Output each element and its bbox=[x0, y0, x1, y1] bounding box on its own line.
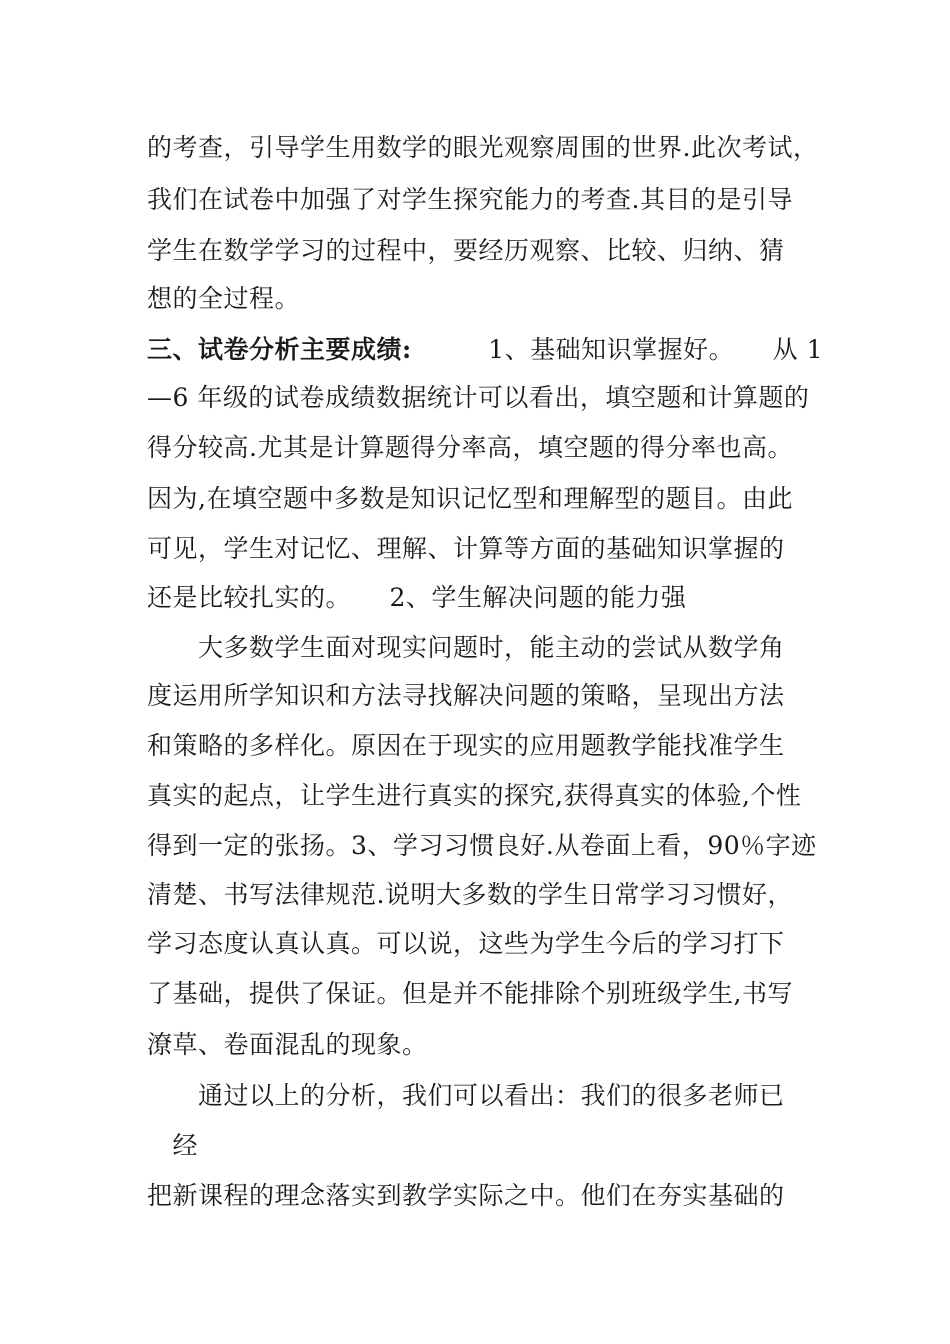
text-line-15: 得到一定的张扬。3、学习习惯良好.从卷面上看，90％字迹 bbox=[147, 831, 817, 860]
text-line-20: 通过以上的分析，我们可以看出：我们的很多老师已 bbox=[147, 1081, 785, 1110]
text-line-11: 大多数学生面对现实问题时，能主动的尝试从数学角 bbox=[147, 633, 785, 662]
text-line-22: 把新课程的理念落实到教学实际之中。他们在夯实基础的 bbox=[147, 1181, 785, 1210]
text-line-10: 还是比较扎实的。 2、学生解决问题的能力强 bbox=[147, 583, 687, 612]
text-line-14: 真实的起点，让学生进行真实的探究,获得真实的体验,个性 bbox=[147, 781, 802, 810]
text-line-8: 因为,在填空题中多数是知识记忆型和理解型的题目。由此 bbox=[147, 484, 793, 513]
text-line-9: 可见，学生对记忆、理解、计算等方面的基础知识掌握的 bbox=[147, 534, 785, 563]
text-line-6: —6 年级的试卷成绩数据统计可以看出，填空题和计算题的 bbox=[147, 383, 810, 412]
text-line-7: 得分较高.尤其是计算题得分率高，填空题的得分率也高。 bbox=[147, 433, 793, 462]
text-line-21: 经 bbox=[147, 1131, 199, 1160]
text-line-17: 学习态度认真认真。可以说，这些为学生今后的学习打下 bbox=[147, 929, 785, 958]
section-heading: 三、试卷分析主要成绩: bbox=[147, 335, 412, 364]
text-line-12: 度运用所学知识和方法寻找解决问题的策略，呈现出方法 bbox=[147, 681, 785, 710]
text-line-4: 想的全过程。 bbox=[147, 284, 301, 313]
text-line-3: 学生在数学学习的过程中，要经历观察、比较、归纳、猜 bbox=[147, 236, 785, 265]
text-line-19: 潦草、卷面混乱的现象。 bbox=[147, 1030, 428, 1059]
text-line-13: 和策略的多样化。原因在于现实的应用题教学能找准学生 bbox=[147, 731, 785, 760]
text-line-1: 的考查，引导学生用数学的眼光观察周围的世界.此次考试， bbox=[147, 133, 819, 162]
section-heading-rest: 1、基础知识掌握好。 从 1 bbox=[411, 335, 823, 364]
text-line-2: 我们在试卷中加强了对学生探究能力的考查.其目的是引导 bbox=[147, 185, 793, 214]
section-line bbox=[147, 334, 823, 366]
text-line-18: 了基础，提供了保证。但是并不能排除个别班级学生,书写 bbox=[147, 979, 793, 1008]
text-line-16: 清楚、书写法律规范.说明大多数的学生日常学习习惯好， bbox=[147, 880, 793, 909]
